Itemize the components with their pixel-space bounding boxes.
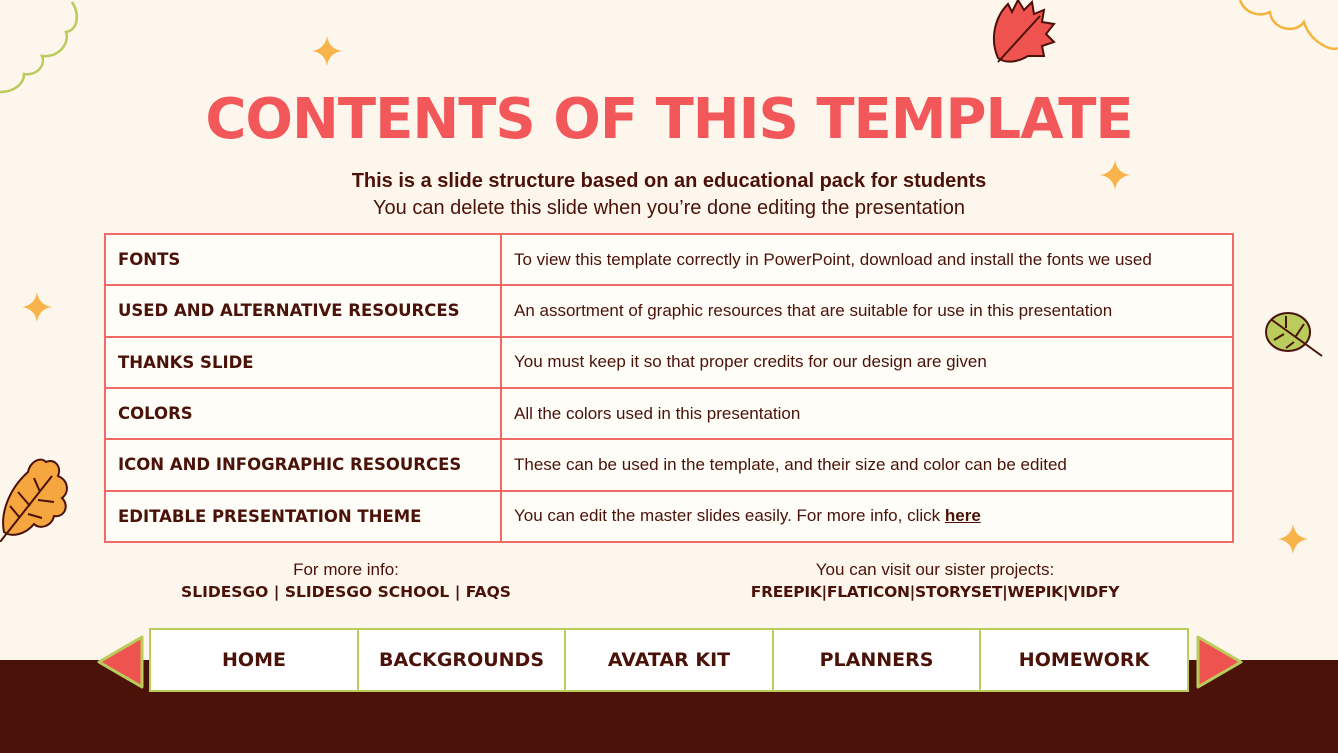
- row-description: An assortment of graphic resources that are suitable for use in this presentation: [501, 285, 1233, 336]
- sparkle-icon: [312, 36, 342, 66]
- orange-oak-leaf-icon: [0, 452, 76, 542]
- sparkle-icon: [22, 292, 52, 322]
- cloud-outline-icon: [1236, 0, 1338, 60]
- row-label: USED AND ALTERNATIVE RESOURCES: [105, 285, 501, 336]
- green-leaf-icon: [1262, 308, 1326, 360]
- table-row: [105, 439, 1233, 490]
- link-separator: |: [273, 583, 280, 601]
- sister-projects: [700, 559, 1170, 603]
- link-separator: |: [454, 583, 461, 601]
- link-separator: |: [909, 583, 916, 601]
- table-row: [105, 388, 1233, 439]
- row-description: These can be used in the template, and their size and color can be edited: [501, 439, 1233, 490]
- page-title: CONTENTS OF THIS TEMPLATE: [205, 87, 1133, 152]
- subtitle: You can delete this slide when you’re done editing the presentation: [373, 197, 965, 219]
- table-row: [105, 337, 1233, 388]
- triangle-left-icon[interactable]: [96, 634, 146, 690]
- table-row: [105, 285, 1233, 336]
- table-row: [105, 491, 1233, 542]
- row-description: All the colors used in this presentation: [501, 388, 1233, 439]
- link-flaticon[interactable]: FLATICON: [826, 583, 910, 601]
- nav-homework[interactable]: HOMEWORK: [979, 628, 1189, 692]
- link-vidfy[interactable]: VIDFY: [1068, 583, 1120, 601]
- more-info-label: For more info:: [293, 560, 399, 579]
- link-wepik[interactable]: WEPIK: [1007, 583, 1063, 601]
- row-label: ICON AND INFOGRAPHIC RESOURCES: [105, 439, 501, 490]
- row-description-text: You can edit the master slides easily. For more info, click: [514, 506, 945, 526]
- link-slidesgo[interactable]: SLIDESGO: [181, 583, 269, 601]
- sparkle-icon: [1278, 524, 1308, 554]
- nav-home[interactable]: HOME: [149, 628, 359, 692]
- link-faqs[interactable]: FAQS: [465, 583, 511, 601]
- nav-avatar-kit[interactable]: AVATAR KIT: [564, 628, 774, 692]
- nav-planners[interactable]: PLANNERS: [772, 628, 982, 692]
- contents-table: [104, 233, 1234, 543]
- link-slidesgo-school[interactable]: SLIDESGO SCHOOL: [284, 583, 450, 601]
- link-storyset[interactable]: STORYSET: [915, 583, 1003, 601]
- link-separator: |: [821, 583, 827, 601]
- link-separator: |: [1062, 583, 1069, 601]
- link-separator: |: [1002, 583, 1008, 601]
- row-label: THANKS SLIDE: [105, 337, 501, 388]
- table-row: [105, 234, 1233, 285]
- subtitle-bold: This is a slide structure based on an educational pack for students: [351, 170, 987, 192]
- row-label: FONTS: [105, 234, 501, 285]
- sister-projects-label: You can visit our sister projects:: [815, 560, 1055, 579]
- row-label: COLORS: [105, 388, 501, 439]
- triangle-right-icon[interactable]: [1194, 634, 1244, 690]
- row-description: To view this template correctly in PowerPoint, download and install the fonts we used: [501, 234, 1233, 285]
- more-info: [146, 559, 546, 603]
- row-label: EDITABLE PRESENTATION THEME: [105, 491, 501, 542]
- here-link[interactable]: here: [944, 506, 981, 526]
- row-description: [501, 491, 1233, 542]
- row-description: You must keep it so that proper credits for our design are given: [501, 337, 1233, 388]
- link-freepik[interactable]: FREEPIK: [750, 583, 822, 601]
- nav-bar: [149, 628, 1189, 692]
- sister-projects-links: [700, 581, 1170, 603]
- more-info-links: [146, 581, 546, 603]
- red-leaf-icon: [984, 0, 1060, 70]
- nav-backgrounds[interactable]: BACKGROUNDS: [357, 628, 567, 692]
